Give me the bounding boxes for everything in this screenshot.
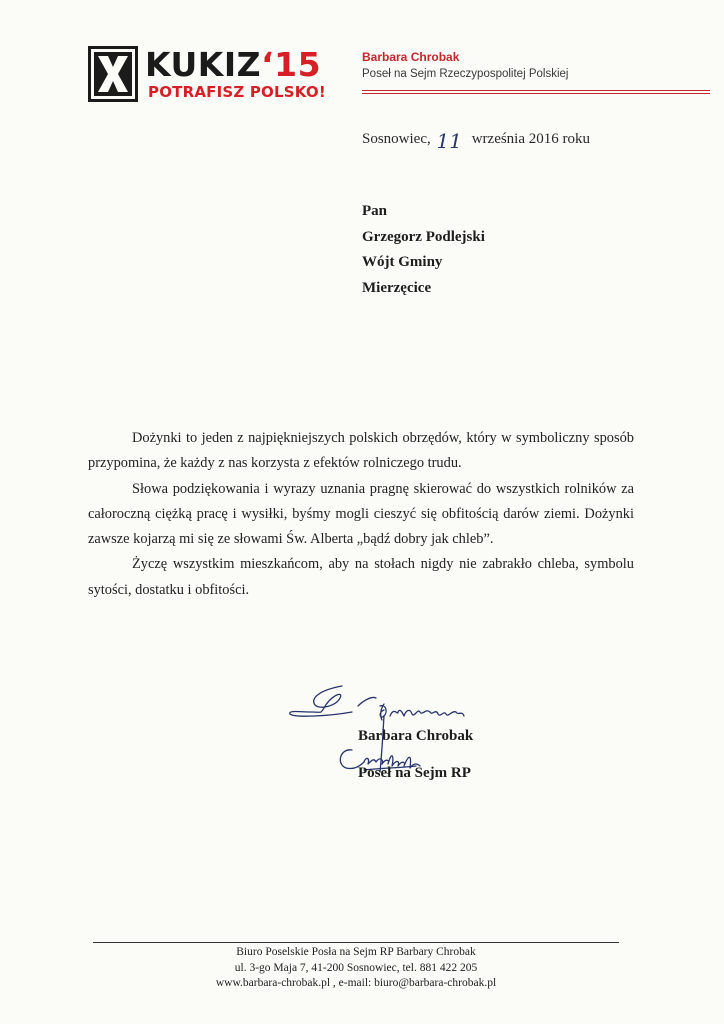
footer-block [93, 945, 619, 992]
addressee-place: Mierzęcice [362, 279, 432, 296]
logo-slogan: POTRAFISZ POLSKO! [148, 83, 326, 101]
footer-contact: www.barbara-chrobak.pl , e-mail: biuro@barbara-chrobak.pl [215, 977, 497, 989]
x-box-icon [88, 46, 138, 102]
date-line [362, 124, 591, 153]
addressee-block [362, 199, 485, 301]
logo-name [145, 46, 321, 84]
party-logo [88, 45, 326, 104]
date-rest: września 2016 roku [471, 131, 591, 147]
body-paragraph-1: Dożynki to jeden z najpiękniejszych polskich obrzędów, który w symboliczny sposób przypomina, że każdy z nas korzysta z efektów rolniczego trudu. [88, 430, 634, 472]
addressee-title: Pan [362, 203, 388, 219]
letter-body [88, 426, 634, 603]
footer-office: Biuro Poselskie Posła na Sejm RP Barbary Chrobak [236, 946, 476, 958]
date-day-handwritten: 11 [436, 129, 462, 153]
footer-divider [93, 942, 619, 943]
sender-role: Poseł na Sejm Rzeczypospolitej Polskiej [362, 68, 569, 80]
logo-name-main: KUKIZ [145, 45, 262, 84]
addressee-name: Grzegorz Podlejski [362, 228, 485, 245]
signatory-role: Poseł na Sejm RP [358, 765, 471, 781]
logo-name-accent: ‘15 [261, 45, 322, 84]
addressee-position: Wójt Gminy [362, 254, 443, 270]
footer-address: ul. 3-go Maja 7, 41-200 Sosnowiec, tel. 881 422 205 [234, 961, 478, 974]
x-mark-icon [94, 52, 132, 96]
sender-name: Barbara Chrobak [362, 50, 460, 64]
body-paragraph-3: Życzę wszystkim mieszkańcom, aby na stołach nigdy nie zabrakło chleba, symbolu sytości, dostatku i obfitości. [88, 556, 634, 598]
body-paragraph-2: Słowa podziękowania i wyrazy uznania pragnę skierować do wszystkich rolników za całoroczną ciężką pracę i wysiłki, byśmy mogli cieszyć się obfitością darów ziemi. Dożynki zawsze kojarzą mi się ze słowami Św. Alberta „bądź dobry jak chleb”. [88, 480, 634, 548]
header-divider [362, 90, 710, 94]
signatory-name: Barbara Chrobak [358, 728, 474, 744]
date-city: Sosnowiec, [362, 131, 431, 147]
